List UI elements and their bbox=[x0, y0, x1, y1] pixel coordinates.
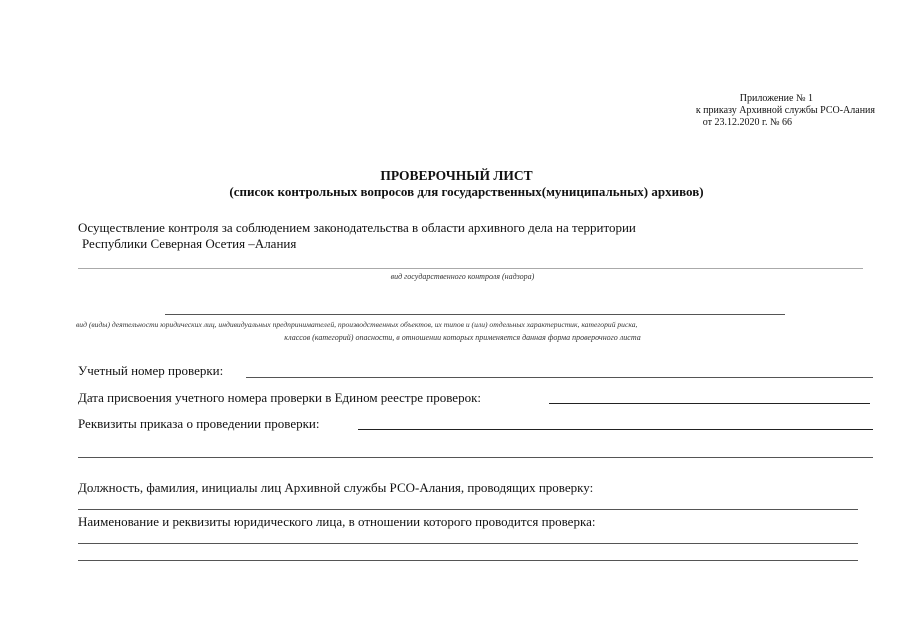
legal-entity-field-line1[interactable] bbox=[78, 543, 858, 544]
inspectors-label: Должность, фамилия, инициалы лиц Архивной службы РСО-Алания, проводящих проверку: bbox=[78, 480, 594, 495]
control-description-line1: Осуществление контроля за соблюдением законодательства в области архивного дела на территории bbox=[78, 220, 636, 235]
control-type-caption: вид государственного контроля (надзора) bbox=[390, 272, 535, 281]
order-details-label: Реквизиты приказа о проведении проверки: bbox=[78, 416, 320, 431]
legal-entity-label: Наименование и реквизиты юридического лица, в отношении которого проводится проверка: bbox=[78, 514, 596, 529]
appendix-header bbox=[696, 93, 875, 129]
assignment-date-label: Дата присвоения учетного номера проверки в Едином реестре проверок: bbox=[78, 390, 482, 405]
appendix-number: Приложение № 1 bbox=[739, 93, 813, 104]
order-details-field-extra[interactable] bbox=[78, 457, 873, 458]
appendix-order-ref: к приказу Архивной службы РСО-Алания bbox=[695, 105, 875, 116]
assignment-date-field[interactable] bbox=[549, 403, 870, 404]
legal-entity-field-line2[interactable] bbox=[78, 560, 858, 561]
appendix-order-date: от 23.12.2020 г. № 66 bbox=[702, 117, 792, 128]
activity-type-caption-line2: классов (категорий) опасности, в отношении которых применяется данная форма проверочного листа bbox=[284, 333, 641, 342]
control-type-underline bbox=[78, 268, 863, 269]
account-number-label: Учетный номер проверки: bbox=[78, 363, 224, 378]
inspectors-field[interactable] bbox=[78, 509, 858, 510]
order-details-field[interactable] bbox=[358, 429, 873, 430]
document-title: ПРОВЕРОЧНЫЙ ЛИСТ bbox=[380, 168, 533, 183]
activity-type-caption-line1: вид (виды) деятельности юридических лиц, индивидуальных предпринимателей, производственных объектов, их типов и (или) отдельных характеристик, категорий риска, bbox=[76, 320, 638, 329]
activity-type-underline bbox=[165, 314, 785, 315]
control-description-line2: Республики Северная Осетия –Алания bbox=[82, 236, 297, 251]
document-subtitle: (список контрольных вопросов для государственных(муниципальных) архивов) bbox=[229, 184, 704, 199]
account-number-field[interactable] bbox=[246, 377, 873, 378]
